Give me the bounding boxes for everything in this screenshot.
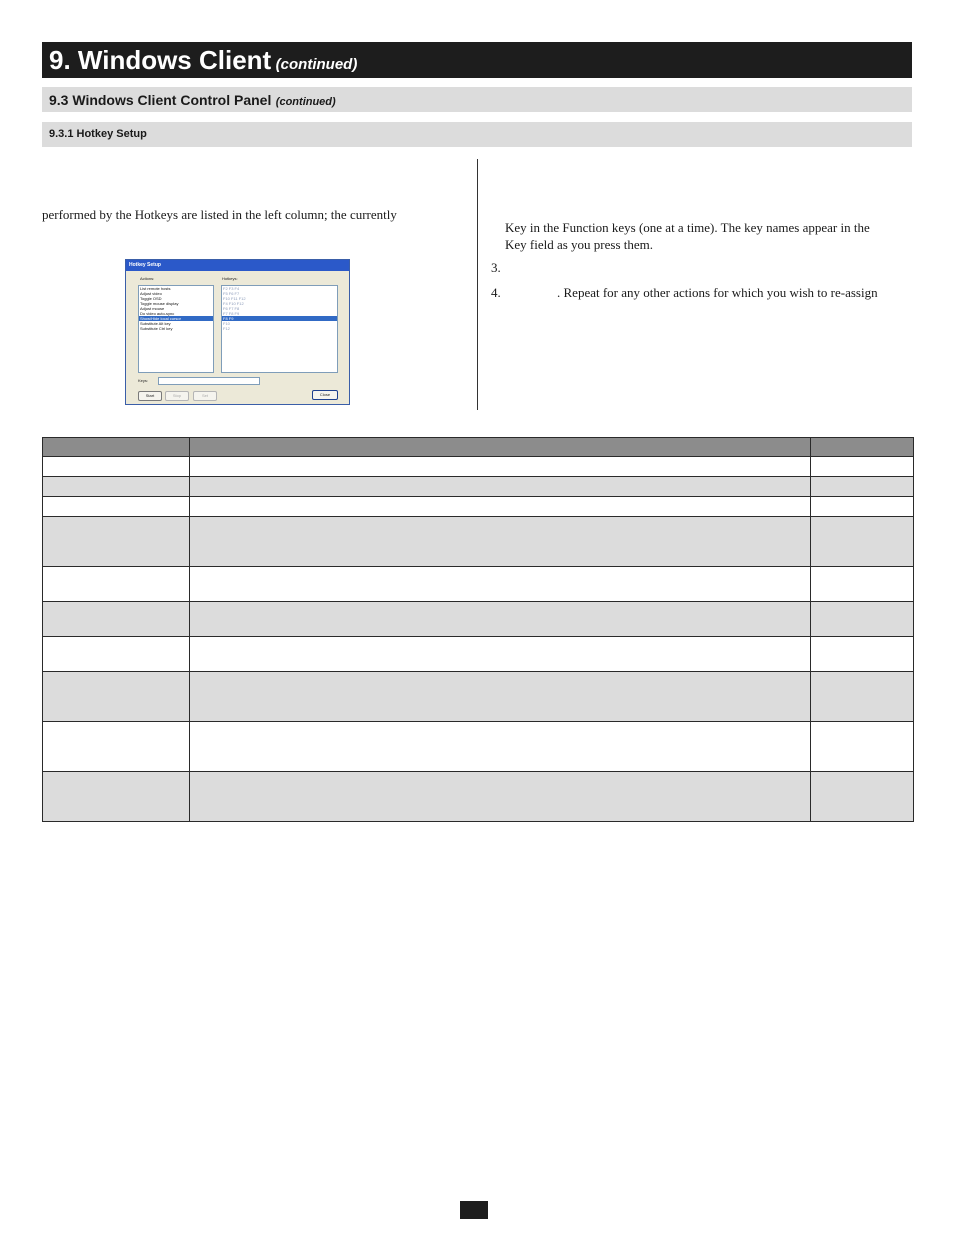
start-button[interactable]: Start xyxy=(138,391,162,401)
table-cell xyxy=(43,772,190,822)
table-row xyxy=(43,457,914,477)
action-list-item[interactable]: Toggle mouse display xyxy=(140,301,179,306)
table-cell xyxy=(811,602,914,637)
hotkeys-label: Hotkeys: xyxy=(222,276,238,281)
table-cell xyxy=(811,517,914,567)
table-cell xyxy=(190,497,811,517)
table-cell xyxy=(190,477,811,497)
hotkey-table xyxy=(42,437,914,822)
step-4-text: . Repeat for any other actions for which you wish to re-assign xyxy=(557,285,878,300)
table-row xyxy=(43,722,914,772)
action-list-item[interactable]: List remote hosts xyxy=(140,286,171,291)
left-paragraph: performed by the Hotkeys are listed in the left column; the currently xyxy=(42,207,397,222)
table-cell xyxy=(811,772,914,822)
table-cell xyxy=(43,517,190,567)
step-2-line-2: Key field as you press them. xyxy=(505,237,654,252)
page-title-continued: (continued) xyxy=(275,56,358,73)
subsection-header xyxy=(42,122,912,147)
table-cell xyxy=(811,457,914,477)
table-cell xyxy=(811,672,914,722)
table-row xyxy=(43,517,914,567)
table-cell xyxy=(811,497,914,517)
table-cell xyxy=(43,457,190,477)
table-row xyxy=(43,567,914,602)
page-title: 9. Windows Client xyxy=(49,45,272,75)
table-row xyxy=(43,602,914,637)
table-cell xyxy=(811,637,914,672)
subsection-title: 9.3.1 Hotkey Setup xyxy=(49,128,147,140)
table-cell xyxy=(190,722,811,772)
action-list-item[interactable]: Show/Hide local cursor xyxy=(139,316,213,321)
actions-list[interactable] xyxy=(138,285,214,373)
table-cell xyxy=(190,637,811,672)
table-cell xyxy=(43,637,190,672)
table-cell xyxy=(190,602,811,637)
table-cell xyxy=(811,477,914,497)
table-header-cell xyxy=(43,438,190,457)
hotkey-setup-dialog xyxy=(125,259,350,405)
action-list-item[interactable]: Substitute Ctrl key xyxy=(140,326,173,331)
table-cell xyxy=(190,672,811,722)
hotkey-list-item[interactable]: F6 F7 F8 xyxy=(223,306,240,311)
section-continued-paren: ( xyxy=(275,96,280,108)
hotkey-list-item[interactable]: F4 F10 F12 xyxy=(223,301,244,306)
step-2-line-1: Key in the Function keys (one at a time). The key names appear in the xyxy=(505,220,870,235)
table-cell xyxy=(190,567,811,602)
hotkey-list-item[interactable]: F5 F6 F7 xyxy=(223,291,240,296)
hotkey-list-item[interactable]: F10 xyxy=(223,321,230,326)
action-list-item[interactable]: Substitute Alt key xyxy=(140,321,171,326)
table-cell xyxy=(811,567,914,602)
page-title-bar xyxy=(42,42,912,78)
hotkey-list-item[interactable]: F2 F3 F4 xyxy=(223,286,240,291)
table-cell xyxy=(190,457,811,477)
section-title: 9.3 Windows Client Control Panel xyxy=(49,92,272,108)
table-row xyxy=(43,477,914,497)
section-continued: continued) xyxy=(279,96,336,108)
table-header-row xyxy=(43,438,914,457)
table-header-cell xyxy=(190,438,811,457)
hotkeys-list[interactable] xyxy=(221,285,338,373)
table-row xyxy=(43,672,914,722)
table-cell xyxy=(43,602,190,637)
set-button[interactable]: Set xyxy=(193,391,217,401)
table-cell xyxy=(43,672,190,722)
step-3-number: 3. xyxy=(491,260,501,275)
hotkey-list-item[interactable]: F7 F8 F9 xyxy=(223,311,240,316)
hotkey-list-item[interactable]: F10 F11 F12 xyxy=(223,296,246,301)
key-label: Keys: xyxy=(138,378,149,383)
action-list-item[interactable]: Adjust mouse xyxy=(140,306,165,311)
page-number-box xyxy=(460,1201,488,1219)
table-row xyxy=(43,637,914,672)
close-button[interactable]: Close xyxy=(312,390,338,400)
hotkey-list-item[interactable]: F8 F9 xyxy=(222,316,337,321)
stop-button[interactable]: Stop xyxy=(165,391,189,401)
table-header-cell xyxy=(811,438,914,457)
action-list-item[interactable]: Do video auto-sync xyxy=(140,311,175,316)
dialog-title: Hotkey Setup xyxy=(126,260,349,271)
step-4-number: 4. xyxy=(491,285,501,300)
action-list-item[interactable]: Toggle OSD xyxy=(140,296,162,301)
section-header xyxy=(42,87,912,112)
table-row xyxy=(43,772,914,822)
hotkey-list-item[interactable]: F12 xyxy=(223,326,230,331)
table-cell xyxy=(43,567,190,602)
actions-label: Actions: xyxy=(140,276,155,281)
action-list-item[interactable]: Adjust video xyxy=(140,291,162,296)
table-cell xyxy=(43,722,190,772)
table-cell xyxy=(43,497,190,517)
key-input[interactable] xyxy=(158,377,260,385)
table-row xyxy=(43,497,914,517)
table-cell xyxy=(190,517,811,567)
table-cell xyxy=(190,772,811,822)
table-cell xyxy=(43,477,190,497)
table-cell xyxy=(811,722,914,772)
column-divider xyxy=(477,159,478,410)
